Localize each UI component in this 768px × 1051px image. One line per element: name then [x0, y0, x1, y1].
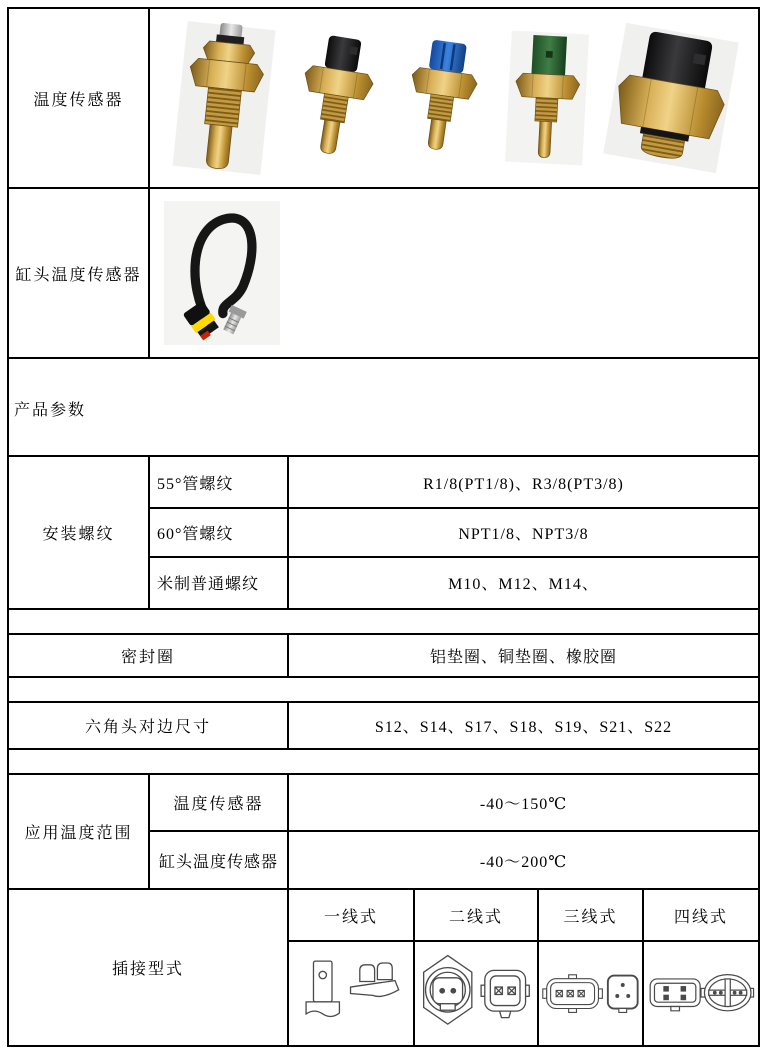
two-wire-diagram [415, 942, 539, 1045]
connector-image-row [289, 942, 758, 1045]
hex-size-value: S12、S14、S17、S18、S19、S21、S22 [374, 719, 673, 736]
thread-type-60: 60°管螺纹 [150, 509, 289, 555]
cylinder-head-sensor-photo [150, 189, 758, 357]
connector-header-row [289, 890, 758, 942]
spacer-row [9, 610, 758, 635]
temp-range-section [9, 775, 758, 890]
two-wire-diagram-icon [418, 950, 534, 1038]
four-wire-diagram [644, 942, 758, 1045]
hex-size-row [9, 703, 758, 750]
one-wire-diagram-icon [293, 950, 409, 1038]
temp-range-type-cylinder: 缸头温度传感器 [150, 832, 289, 888]
row-label-temp-sensor: 温度传感器 [9, 9, 150, 187]
thread-type-55: 55°管螺纹 [150, 457, 289, 507]
spacer-row [9, 750, 758, 775]
thread-row-55 [150, 457, 758, 509]
thread-value-metric: M10、M12、M14、 [448, 576, 599, 594]
connector-col-1wire: 一线式 [289, 890, 415, 940]
thread-row-60 [150, 509, 758, 557]
sensor-photo-blue-connector-icon [392, 25, 492, 171]
install-thread-label: 安装螺纹 [9, 457, 150, 608]
install-thread-section [9, 457, 758, 610]
section-title-row [9, 359, 758, 457]
temp-range-row-sensor [150, 775, 758, 832]
connector-col-4wire: 四线式 [673, 908, 728, 926]
one-wire-diagram [289, 942, 415, 1045]
connector-col-2wire: 二线式 [415, 890, 539, 940]
temp-range-row-cylinder [150, 832, 758, 888]
spacer-row [9, 678, 758, 703]
thread-value-55: R1/8(PT1/8)、R3/8(PT3/8) [423, 475, 624, 493]
thread-type-metric: 米制普通螺纹 [150, 558, 289, 608]
sensor-photo-brass-icon [170, 15, 278, 182]
photo-row-cylinder-head-sensor [9, 189, 758, 359]
product-spec-table [7, 7, 760, 1047]
connector-label: 插接型式 [9, 890, 289, 1045]
sensor-photo-green-connector-icon [501, 22, 593, 174]
hex-size-label: 六角头对边尺寸 [9, 703, 289, 748]
sensor-photo-black-connector-icon [282, 21, 389, 175]
sensor-photo-pressure-style-icon [600, 19, 741, 177]
section-title: 产品参数 [14, 401, 87, 419]
three-wire-diagram-icon [542, 950, 640, 1038]
temp-range-value-sensor: -40～150℃ [479, 796, 568, 813]
connector-col-3wire: 三线式 [539, 890, 644, 940]
seal-ring-value: 铝垫圈、铜垫圈、橡胶圈 [429, 649, 617, 666]
photo-row-temp-sensors [9, 9, 758, 189]
four-wire-diagram-icon [645, 950, 757, 1038]
thread-row-metric [150, 558, 758, 608]
three-wire-diagram [539, 942, 644, 1045]
thread-value-60: NPT1/8、NPT3/8 [458, 526, 589, 543]
seal-ring-label: 密封圈 [9, 635, 289, 676]
row-label-cylinder-head-sensor: 缸头温度传感器 [9, 189, 150, 357]
seal-ring-row [9, 635, 758, 678]
temp-sensors-photo [150, 9, 758, 187]
temp-range-label: 应用温度范围 [9, 775, 150, 888]
cable-sensor-photo-icon [162, 197, 282, 349]
temp-range-type-sensor: 温度传感器 [150, 775, 289, 830]
connector-section [9, 890, 758, 1045]
temp-range-value-cylinder: -40～200℃ [479, 853, 568, 871]
